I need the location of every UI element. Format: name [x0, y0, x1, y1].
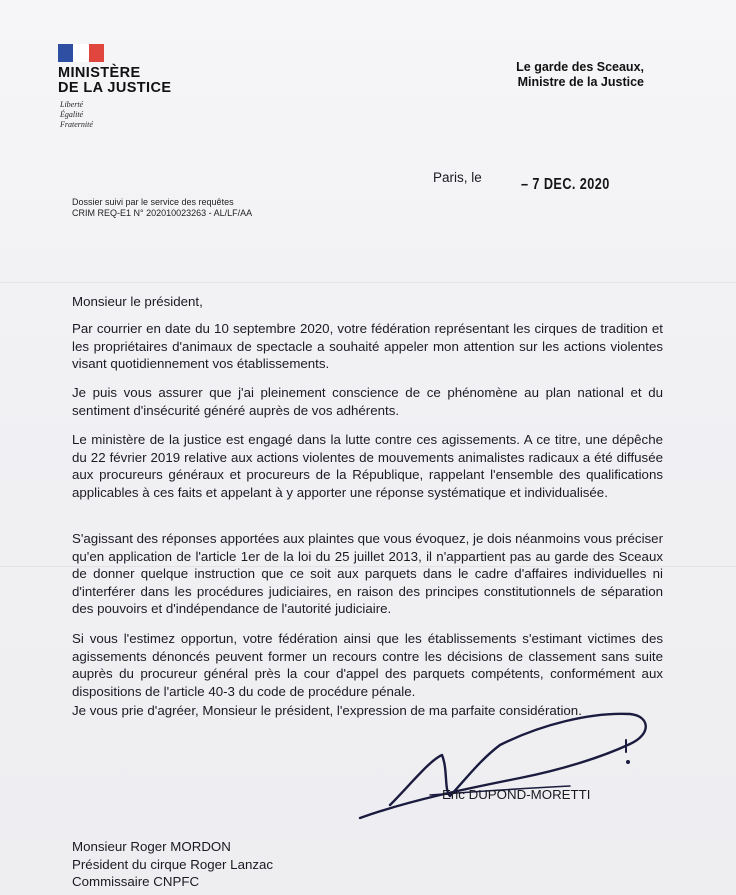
salutation: Monsieur le président,	[72, 294, 203, 309]
paragraph-5: Si vous l'estimez opportun, votre fédération ainsi que les établissements s'estimant victimes des agissements dénoncés peuvent former un recours contre les décisions de classement sans suite auprès du procureur général près la cour d'appel des parquets compétents, conformément aux dispositions de l'article 40-3 du code de procédure pénale.	[72, 631, 663, 699]
paragraph-2: Je puis vous assurer que j'ai pleinement conscience de ce phénomène au plan national et du sentiment d'insécurité généré auprès de vos adhérents.	[72, 385, 663, 418]
republic-motto	[60, 100, 93, 130]
paragraph-1: Par courrier en date du 10 septembre 2020, votre fédération représentant les cirques de tradition et les propriétaires d'animaux de spectacle a souhaité appeler mon attention sur les actions violentes visant quotidiennement vos établissements.	[72, 321, 663, 371]
addressee-title: Président du cirque Roger Lanzac	[72, 856, 274, 872]
sender-line1: Le garde des Sceaux,	[516, 60, 644, 74]
paragraph-3: Le ministère de la justice est engagé dans la lutte contre ces agissements. A ce titre, une dépêche du 22 février 2019 relative aux actions violentes de mouvements animalistes radicaux a été diffusée aux procureurs généraux et procureurs de la République, rappelant l'ensemble des qualifications applicables à ces faits et appelant à y apporter une réponse systématique et individualisée.	[72, 432, 663, 500]
paragraph-4: S'agissant des réponses apportées aux plaintes que vous évoquez, je dois néanmoins vous préciser qu'en application de l'article 1er de la loi du 25 juillet 2013, il n'appartient pas au garde des Sceaux de donner quelque instruction que ce soit aux parquets dans le cadre d'affaires individuelles ni d'interférer dans les procédures judiciaires, en raison des principes constitutionnels de séparation des pouvoirs et d'indépendance de l'autorité judiciaire.	[72, 531, 663, 616]
addressee-name: Monsieur Roger MORDON	[72, 839, 231, 854]
closing-formula: Je vous prie d'agréer, Monsieur le président, l'expression de ma parfaite considération.	[72, 703, 582, 718]
dossier-line1: Dossier suivi par le service des requêtes	[72, 197, 234, 207]
date-stamp: – 7 DEC. 2020	[521, 176, 610, 193]
signer-name: Eric DUPOND-MORETTI	[442, 787, 591, 802]
dossier-reference	[72, 197, 252, 219]
ministry-name	[58, 66, 171, 96]
motto-fraternite: Fraternité	[60, 120, 93, 129]
motto-egalite: Égalité	[60, 110, 84, 119]
handwritten-signature	[330, 700, 730, 840]
motto-liberte: Liberté	[60, 100, 84, 109]
marianne-logo	[58, 44, 104, 62]
ministry-line2: DE LA JUSTICE	[58, 80, 172, 96]
addressee-block	[72, 838, 273, 891]
sender-line2: Ministre de la Justice	[517, 75, 644, 89]
date-place: Paris, le	[433, 170, 482, 185]
ministry-line1: MINISTÈRE	[58, 65, 141, 81]
addressee-role: Commissaire CNPFC	[72, 874, 200, 889]
dossier-line2: CRIM REQ-E1 N° 202010023263 - AL/LF/AA	[72, 208, 253, 218]
paper-fold-line	[0, 282, 736, 283]
sender-title	[516, 60, 644, 90]
